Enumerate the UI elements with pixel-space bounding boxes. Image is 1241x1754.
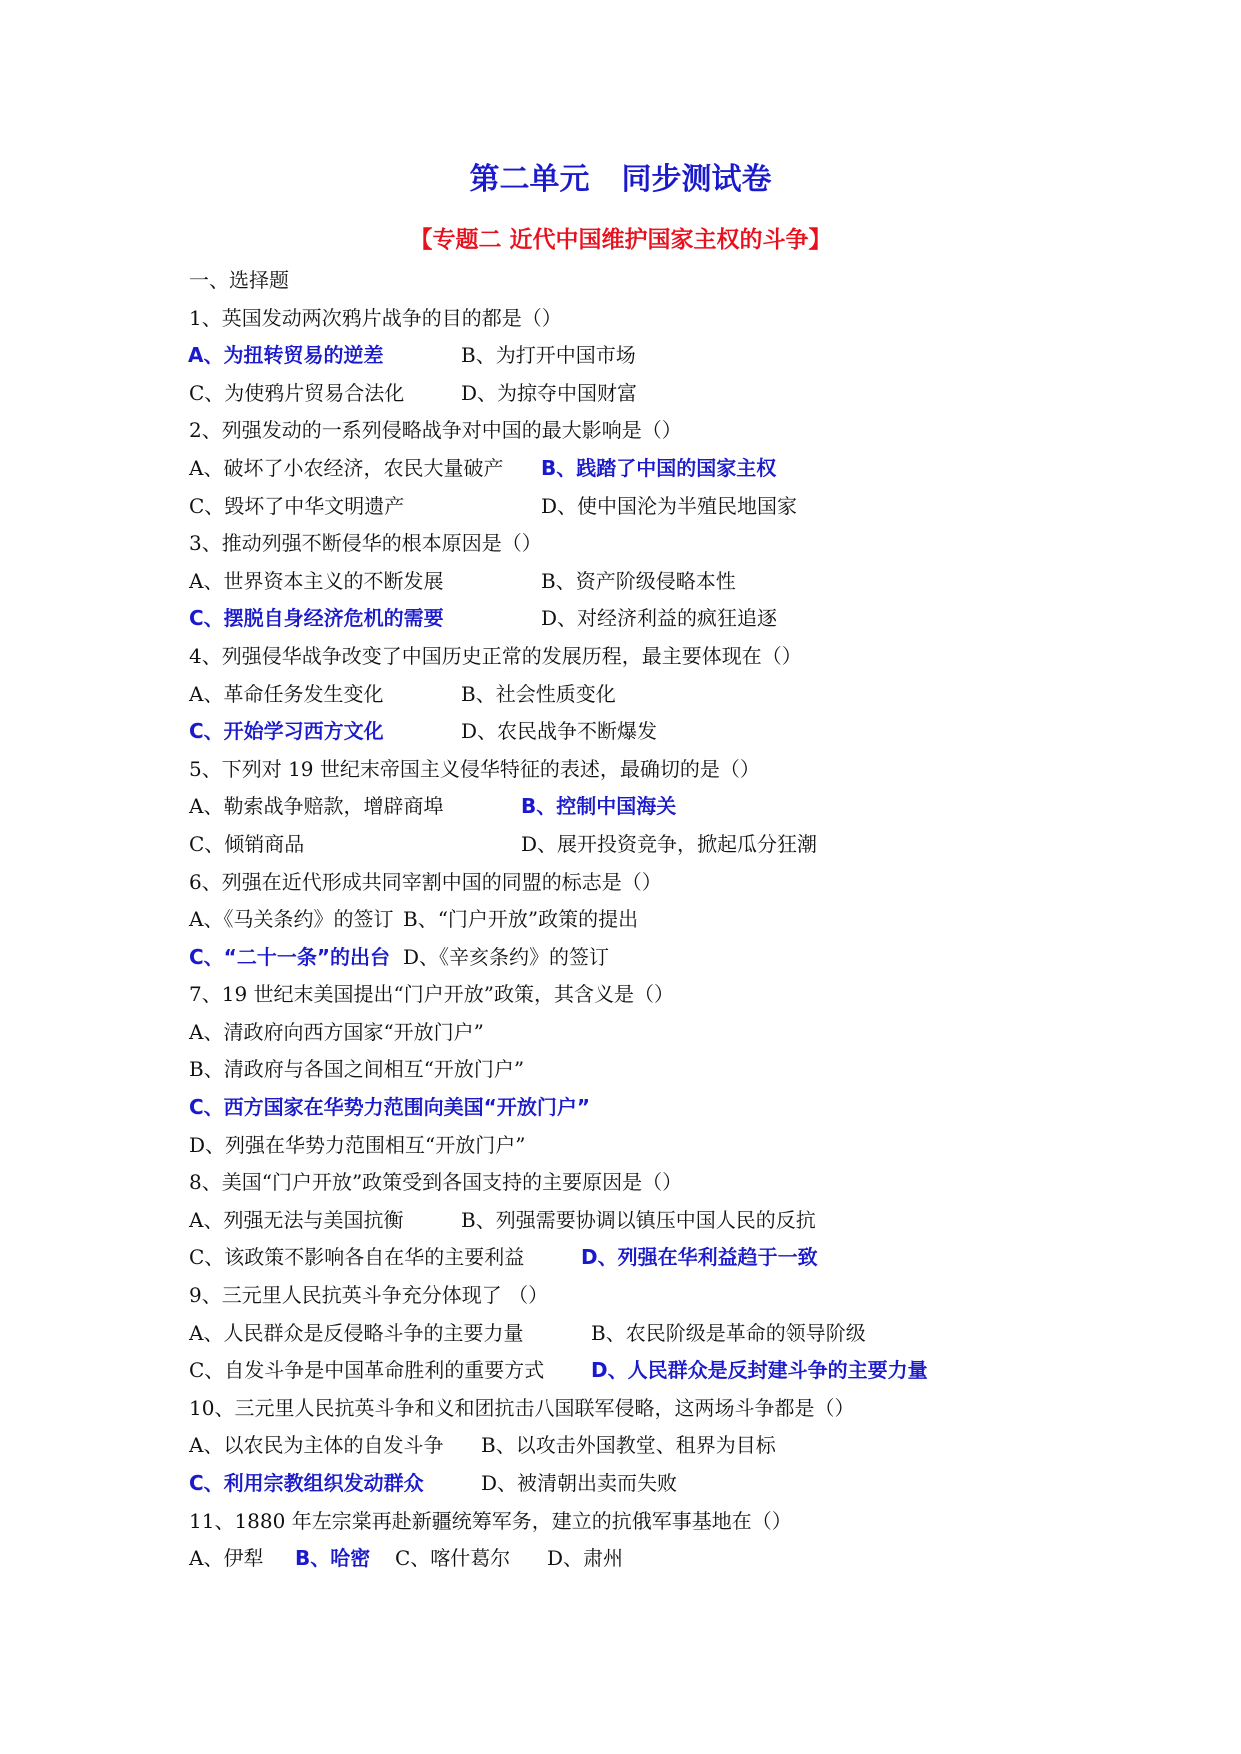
option-row: [189, 676, 1189, 714]
option-row: [189, 450, 1189, 488]
option-11c: C、喀什葛尔: [395, 1546, 511, 1571]
option-4c-answer: C、开始学习西方文化: [189, 719, 384, 744]
option-1d: D、为掠夺中国财富: [461, 380, 638, 405]
option-7b: B、清政府与各国之间相互“开放门户”: [189, 1057, 525, 1082]
option-8a: A、列强无法与美国抗衡: [189, 1207, 404, 1232]
option-5b-answer: B、控制中国海关: [521, 794, 677, 819]
option-3d: D、对经济利益的疯狂追逐: [541, 606, 778, 631]
option-7a: A、清政府向西方国家“开放门户”: [189, 1019, 484, 1044]
option-row: [189, 713, 1189, 751]
question-stem-5: 5、下列对 19 世纪末帝国主义侵华特征的表述，最确切的是（）: [189, 756, 760, 781]
option-row: [189, 337, 1189, 375]
option-10c-answer: C、利用宗教组织发动群众: [189, 1471, 424, 1495]
option-row: [189, 563, 1189, 601]
option-11a: A、伊犁: [189, 1546, 264, 1571]
option-row: [189, 1465, 1189, 1503]
option-row: [189, 1239, 1189, 1277]
option-8c: C、该政策不影响各自在华的主要利益: [189, 1245, 525, 1270]
option-1c: C、为使鸦片贸易合法化: [189, 380, 405, 405]
question-stem-1: 1、英国发动两次鸦片战争的目的都是（）: [189, 305, 562, 330]
page-title: [0, 160, 1241, 200]
option-8b: B、列强需要协调以镇压中国人民的反抗: [461, 1207, 816, 1232]
option-2d: D、使中国沦为半殖民地国家: [541, 493, 798, 518]
option-8d-answer: D、列强在华利益趋于一致: [581, 1245, 818, 1270]
option-4d: D、农民战争不断爆发: [461, 719, 658, 744]
option-3c-answer: C、摆脱自身经济危机的需要: [189, 606, 444, 631]
option-3a: A、世界资本主义的不断发展: [189, 568, 444, 593]
question-stem-7: 7、19 世纪末美国提出“门户开放”政策，其含义是（）: [189, 982, 674, 1007]
option-row: [189, 600, 1189, 638]
option-6c-answer: C、“二十一条”的出台: [189, 944, 390, 969]
option-9d-answer: D、人民群众是反封建斗争的主要力量: [591, 1358, 928, 1383]
option-row: [189, 375, 1189, 413]
option-row: [189, 1202, 1189, 1240]
option-7c-answer: C、西方国家在华势力范围向美国“开放门户”: [189, 1095, 590, 1120]
option-row: [189, 1427, 1189, 1465]
option-10d: D、被清朝出卖而失败: [481, 1471, 678, 1495]
option-5c: C、倾销商品: [189, 831, 305, 856]
option-6a: A、《马关条约》的签订: [189, 907, 394, 932]
option-3b: B、资产阶级侵略本性: [541, 568, 736, 593]
question-stem-2: 2、列强发动的一系列侵略战争对中国的最大影响是（）: [189, 418, 682, 443]
option-2a: A、破坏了小农经济，农民大量破产: [189, 455, 504, 480]
option-row: [189, 788, 1189, 826]
option-row: [189, 901, 1189, 939]
question-stem-10: 10、三元里人民抗英斗争和义和团抗击八国联军侵略，这两场斗争都是（）: [189, 1395, 855, 1420]
section-heading: 一、选择题: [189, 268, 289, 292]
question-list: [189, 262, 1189, 1578]
option-7d: D、列强在华势力范围相互“开放门户”: [189, 1132, 526, 1157]
option-row: [189, 1352, 1189, 1390]
option-4b: B、社会性质变化: [461, 681, 616, 706]
option-9b: B、农民阶级是革命的领导阶级: [591, 1320, 866, 1345]
option-2b-answer: B、践踏了中国的国家主权: [541, 455, 777, 480]
option-row: [189, 1315, 1189, 1353]
option-11b-answer: B、哈密: [295, 1546, 371, 1571]
option-11d: D、肃州: [547, 1546, 624, 1571]
question-stem-4: 4、列强侵华战争改变了中国历史正常的发展历程，最主要体现在（）: [189, 643, 802, 668]
option-10b: B、以攻击外国教堂、租界为目标: [481, 1433, 776, 1458]
option-2c: C、毁坏了中华文明遗产: [189, 493, 405, 518]
option-4a: A、革命任务发生变化: [189, 681, 384, 706]
option-6b: B、“门户开放”政策的提出: [403, 907, 639, 932]
option-row: [189, 488, 1189, 526]
option-9a: A、人民群众是反侵略斗争的主要力量: [189, 1320, 524, 1345]
option-1a-answer: A、为扭转贸易的逆差: [188, 343, 384, 368]
title-part1: 第二单元: [469, 162, 590, 197]
option-row: [189, 1540, 1189, 1578]
question-stem-8: 8、美国“门户开放”政策受到各国支持的主要原因是（）: [189, 1170, 683, 1195]
question-stem-11: 11、1880 年左宗棠再赴新疆统筹军务，建立的抗俄军事基地在（）: [189, 1508, 792, 1533]
question-stem-9: 9、三元里人民抗英斗争充分体现了 （）: [189, 1283, 549, 1308]
option-9c: C、自发斗争是中国革命胜利的重要方式: [189, 1358, 545, 1383]
option-10a: A、以农民为主体的自发斗争: [189, 1433, 444, 1458]
option-row: [189, 939, 1189, 977]
option-5d: D、展开投资竞争，掀起瓜分狂潮: [521, 831, 818, 856]
option-6d: D、《辛亥条约》的签订: [403, 944, 610, 969]
title-part2: 同步测试卷: [621, 162, 772, 197]
option-5a: A、勒索战争赔款，增辟商埠: [189, 794, 444, 819]
page-subtitle: 【专题二 近代中国维护国家主权的斗争】: [409, 227, 832, 253]
question-stem-3: 3、推动列强不断侵华的根本原因是（）: [189, 531, 542, 556]
option-1b: B、为打开中国市场: [461, 343, 636, 368]
option-row: [189, 826, 1189, 864]
question-stem-6: 6、列强在近代形成共同宰割中国的同盟的标志是（）: [189, 869, 662, 894]
